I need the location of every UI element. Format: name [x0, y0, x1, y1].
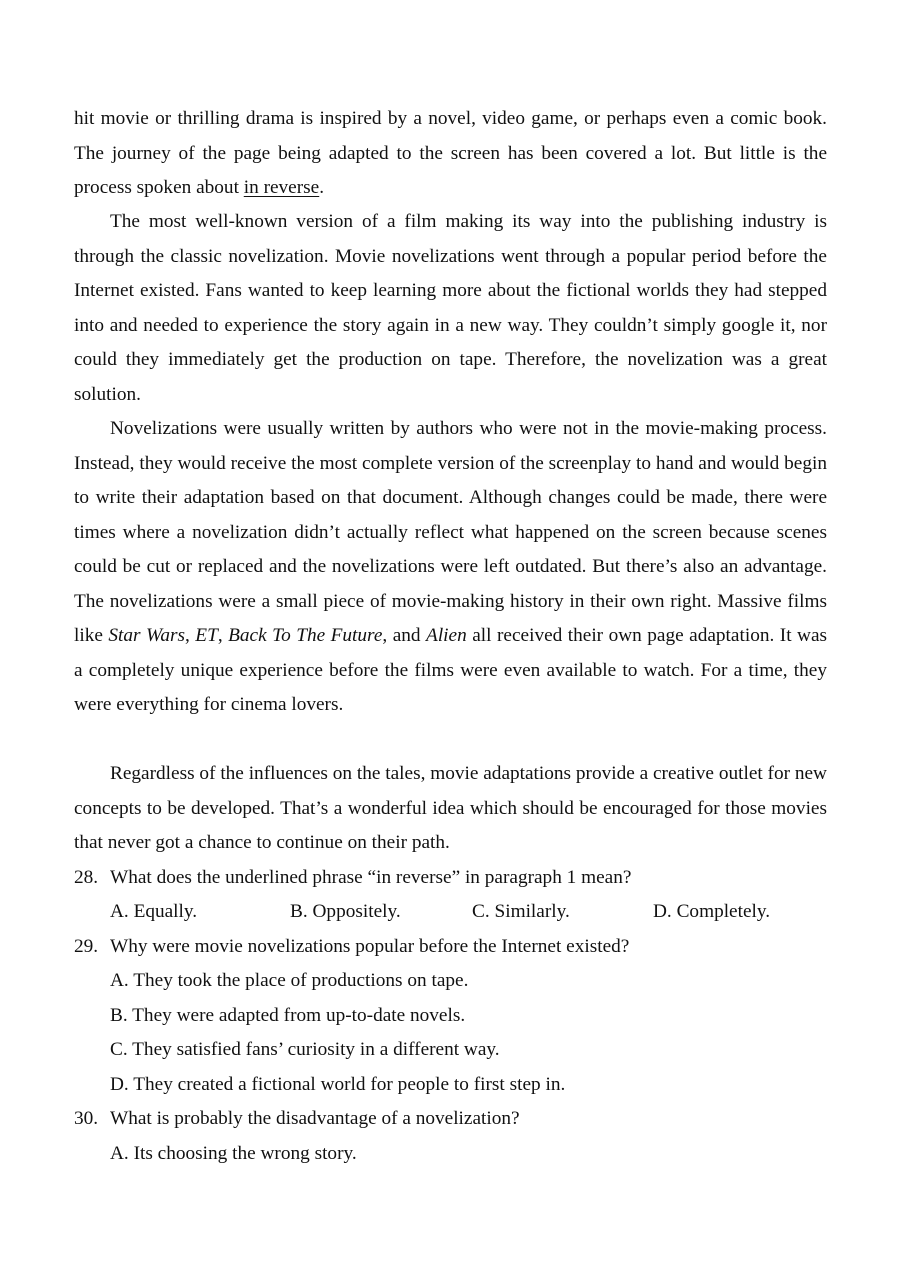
question-number: 29.	[74, 936, 99, 957]
paragraph-1-text: hit movie or thrilling drama is inspired by a novel, video game, or perhaps even a comic book. The journey of the page being adapted to the screen has been covered a lot. But little is the process spoken about	[74, 108, 827, 198]
separator: , and	[382, 625, 427, 646]
question-text: Why were movie novelizations popular before the Internet existed?	[110, 936, 630, 957]
separator: ,	[217, 625, 229, 646]
paragraph-4: Regardless of the influences on the tales, movie adaptations provide a creative outlet for new concepts to be developed. That’s a wonderful idea which should be encouraged for those movies that never got a chance to continue on their path.	[74, 763, 827, 853]
question-number: 28.	[74, 867, 99, 888]
question-30	[74, 1102, 827, 1137]
option-a: A. They took the place of productions on tape.	[110, 970, 469, 991]
film-title: ET	[195, 625, 218, 646]
question-number: 30.	[74, 1108, 99, 1129]
question-29	[74, 930, 827, 965]
underlined-phrase: in reverse	[243, 177, 320, 198]
film-title: Alien	[426, 625, 467, 646]
option-c: C. They satisfied fans’ curiosity in a different way.	[110, 1039, 500, 1060]
film-title: Star Wars	[108, 625, 185, 646]
paragraph-1-end: .	[319, 177, 325, 198]
question-28	[74, 861, 827, 896]
paragraph-3-text-b: all received their own page adaptation. It was a completely unique experience before the films were even available to watch. For a time, they were everything for cinema lovers.	[74, 625, 828, 715]
question-text: What is probably the disadvantage of a novelization?	[110, 1108, 520, 1129]
option-b: B. Oppositely.	[290, 901, 401, 922]
option-a: A. Its choosing the wrong story.	[110, 1143, 357, 1164]
option-c: C. Similarly.	[472, 901, 570, 922]
question-text: What does the underlined phrase “in reverse” in paragraph 1 mean?	[110, 867, 632, 888]
paragraph-3-text-a: Novelizations were usually written by authors who were not in the movie-making process. Instead, they would receive the most complete version of the screenplay to hand and would begin to write their adaptation based on that document. Although changes could be made, there were times where a novelization didn’t actually reflect what happened on the screen because scenes could be cut or replaced and the novelizations were left outdated. But there’s also an advantage. The novelizations were a small piece of movie-making history in their own right. Massive films like	[74, 418, 827, 646]
film-title: Back To The Future	[228, 625, 383, 646]
separator: ,	[184, 625, 196, 646]
option-d: D. Completely.	[653, 901, 771, 922]
paragraph-2: The most well-known version of a film making its way into the publishing industry is through the classic novelization. Movie novelizations went through a popular period before the Internet existed. Fans wanted to keep learning more about the fictional worlds they had stepped into and needed to experience the story again in a new way. They couldn’t simply google it, nor could they immediately get the production on tape. Therefore, the novelization was a great solution.	[74, 211, 827, 405]
option-a: A. Equally.	[110, 901, 198, 922]
paragraph-3	[74, 412, 827, 723]
paragraph-1	[74, 102, 827, 206]
option-b: B. They were adapted from up-to-date novels.	[110, 1005, 466, 1026]
option-d: D. They created a fictional world for people to first step in.	[110, 1074, 566, 1095]
